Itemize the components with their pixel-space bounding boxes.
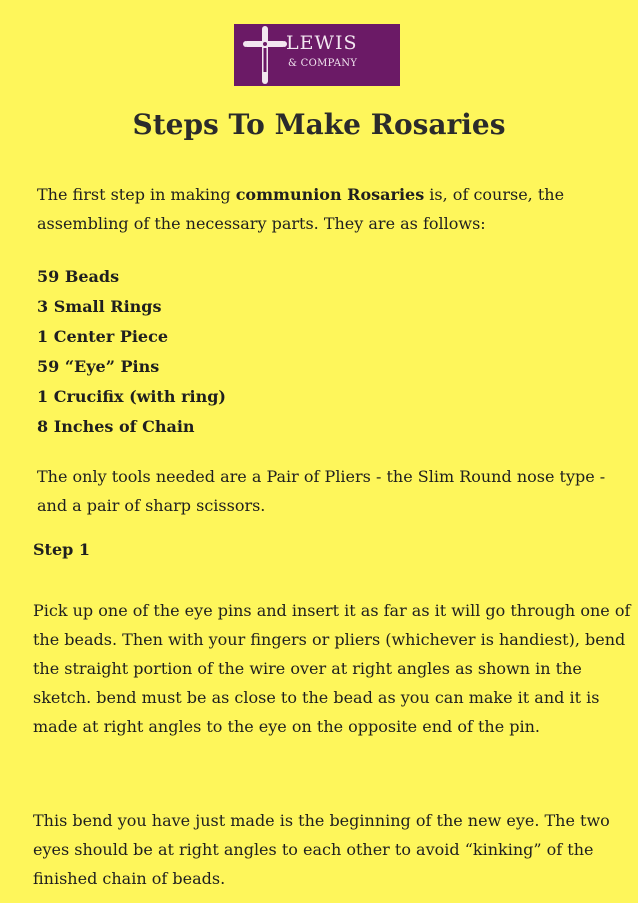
intro-text-after: is, of course, the assembling of the necessary parts. They are as follows:	[37, 185, 565, 233]
step-paragraph-1: Pick up one of the eye pins and insert it as far as it will go through one of the beads. Then with your fingers or pliers (whichever is handiest), bend the straight portion of the wire over at right angles as shown in the sketch. bend must be as close to the bead as you can make it and it is made at right angles to the eye on the opposite end of the pin.	[33, 601, 631, 736]
company-logo	[234, 24, 400, 86]
parts-list-item: 8 Inches of Chain	[37, 417, 195, 436]
logo-sub-text: & COMPANY	[288, 58, 358, 69]
intro-text-before: The first step in making	[37, 185, 236, 204]
step-heading: Step 1	[33, 540, 91, 559]
intro-bold-text: communion Rosaries	[235, 185, 425, 204]
logo-brand-text: LEWIS	[286, 32, 358, 54]
parts-list-item: 3 Small Rings	[37, 297, 162, 316]
parts-list-item: 59 “Eye” Pins	[37, 357, 160, 376]
intro-paragraph	[37, 180, 627, 238]
parts-list-item: 1 Crucifix (with ring)	[37, 387, 226, 406]
tools-paragraph: The only tools needed are a Pair of Pliers - the Slim Round nose type - and a pair of sharp scissors.	[37, 467, 606, 515]
parts-list	[37, 262, 226, 442]
step-paragraph-2: This bend you have just made is the beginning of the new eye. The two eyes should be at right angles to each other to avoid “kinking” of the finished chain of beads.	[33, 811, 610, 888]
parts-list-item: 59 Beads	[37, 267, 120, 286]
parts-list-item: 1 Center Piece	[37, 327, 169, 346]
page-title: Steps To Make Rosaries	[132, 108, 506, 141]
